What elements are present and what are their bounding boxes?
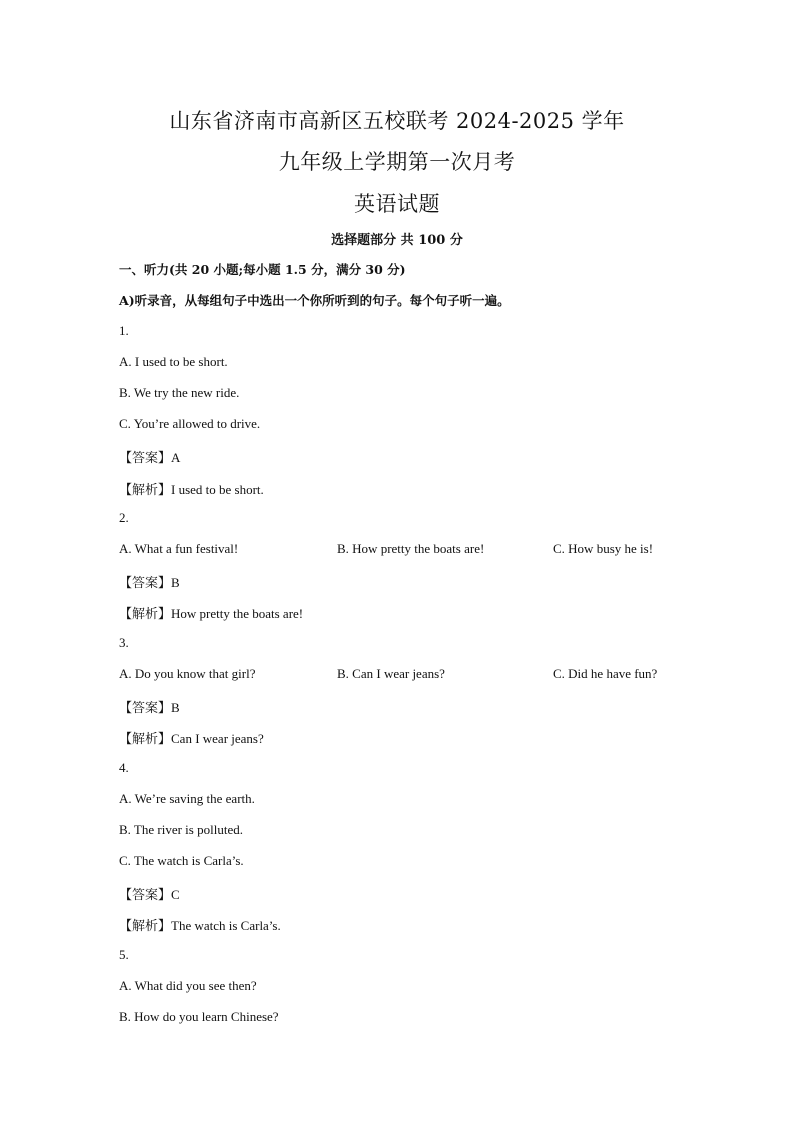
- question-number: 1.: [119, 323, 129, 338]
- question-number: 5.: [119, 947, 129, 962]
- question-option: A. What did you see then?: [119, 978, 257, 993]
- question-number: 4.: [119, 760, 129, 775]
- question-option: B. The river is polluted.: [119, 822, 243, 837]
- section-instruction: A)听录音，从每组句子中选出一个你所听到的句子。每个句子听一遍。: [119, 293, 510, 308]
- analysis-line: 【解析】How pretty the boats are!: [119, 606, 304, 621]
- answer-line: 【答案】B: [119, 575, 180, 590]
- question-option: B. Can I wear jeans?: [337, 666, 445, 681]
- document-title-line2: 九年级上学期第一次月考: [278, 150, 516, 174]
- question-option: A. We’re saving the earth.: [119, 791, 255, 806]
- analysis-line: 【解析】Can I wear jeans?: [119, 731, 264, 746]
- question-option: A. Do you know that girl?: [119, 666, 256, 681]
- question-option: A. I used to be short.: [119, 354, 228, 369]
- answer-line: 【答案】C: [119, 887, 180, 902]
- section-subtitle: 选择题部分 共 100 分: [331, 233, 463, 248]
- section-heading: 一、听力(共 20 小题;每小题 1.5 分，满分 30 分): [119, 262, 406, 277]
- question-option: C. Did he have fun?: [553, 666, 658, 681]
- question-option: B. How pretty the boats are!: [337, 541, 485, 556]
- question-number: 3.: [119, 635, 129, 650]
- analysis-line: 【解析】I used to be short.: [119, 482, 264, 497]
- answer-line: 【答案】B: [119, 700, 180, 715]
- question-option: C. How busy he is!: [553, 541, 654, 556]
- document-title-line3: 英语试题: [354, 192, 440, 216]
- question-option: B. How do you learn Chinese?: [119, 1009, 279, 1024]
- answer-line: 【答案】A: [119, 450, 181, 465]
- question-option: C. The watch is Carla’s.: [119, 853, 244, 868]
- analysis-line: 【解析】The watch is Carla’s.: [119, 918, 281, 933]
- document-title-line1: 山东省济南市高新区五校联考 2024-2025 学年: [169, 109, 625, 133]
- question-option: B. We try the new ride.: [119, 385, 240, 400]
- question-number: 2.: [119, 510, 129, 525]
- question-option: A. What a fun festival!: [119, 541, 239, 556]
- question-option: C. You’re allowed to drive.: [119, 416, 261, 431]
